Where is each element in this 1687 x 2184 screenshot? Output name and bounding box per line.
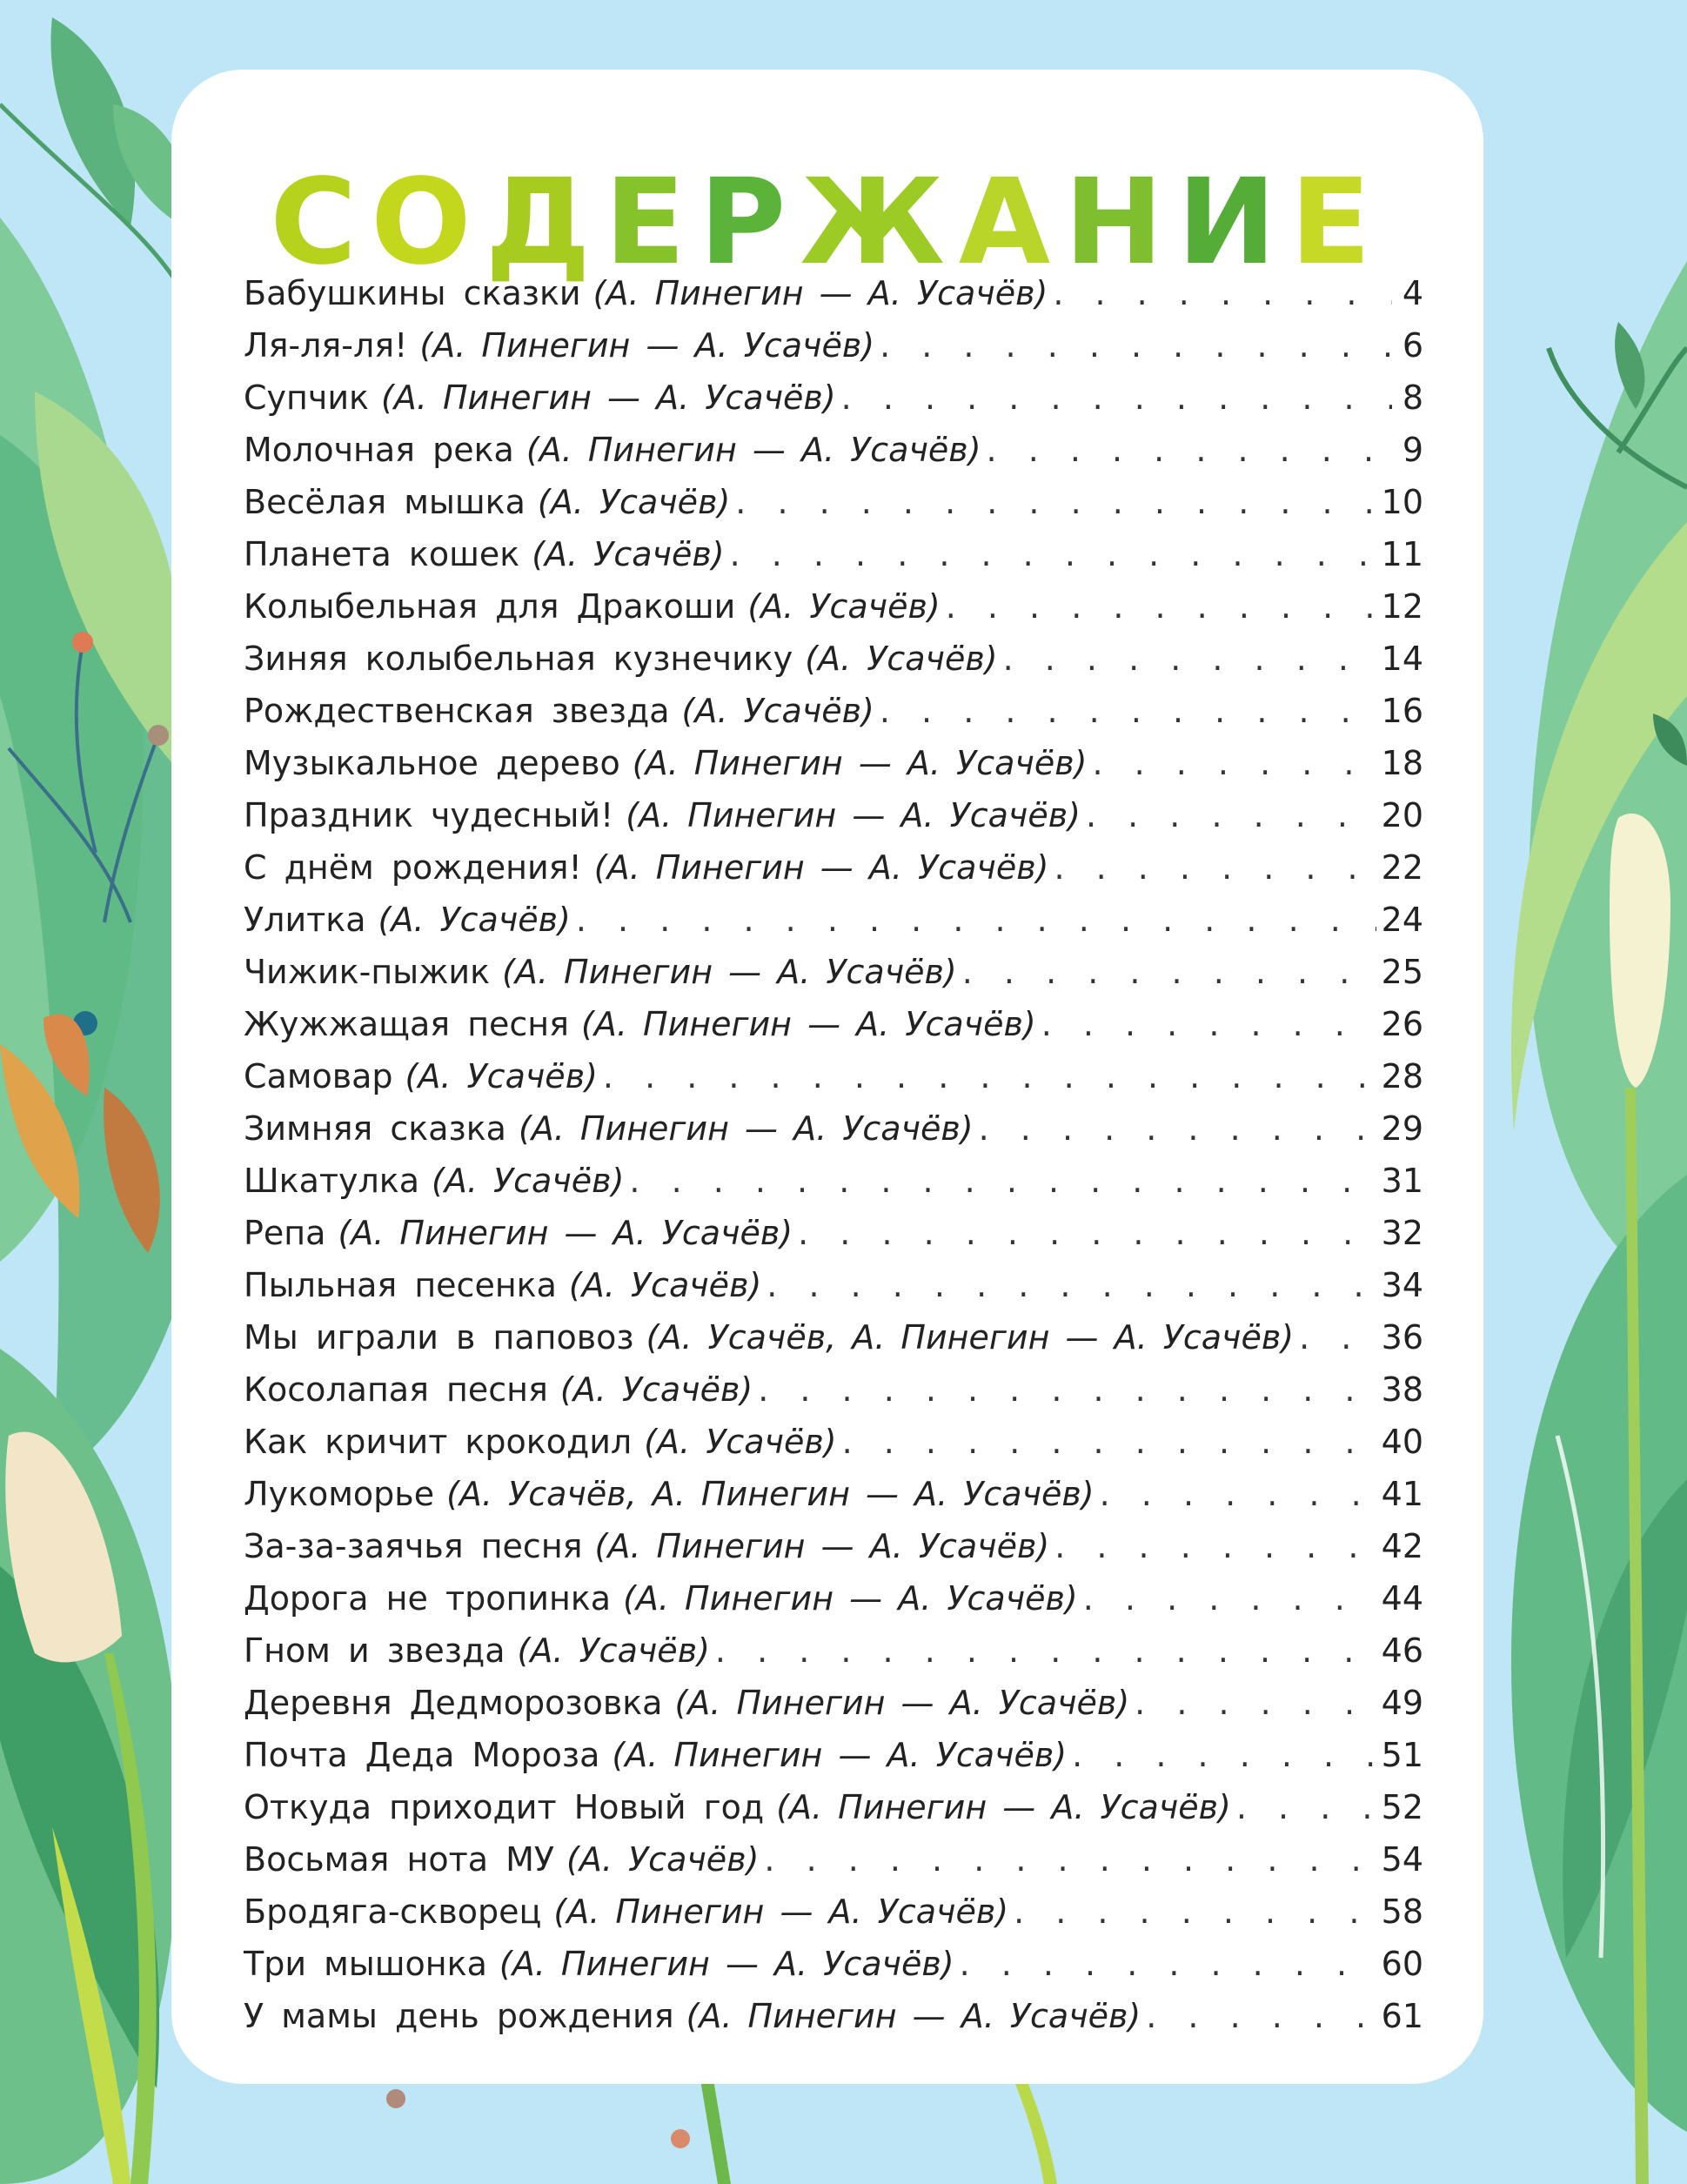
toc-entry-page: 18: [1381, 744, 1423, 782]
toc-entry-authors: (А. Пинегин — А. Усачёв): [380, 379, 836, 417]
title-letter: С: [270, 154, 372, 291]
dot-leader: [1014, 1893, 1376, 1931]
toc-entry-page: 4: [1402, 274, 1423, 312]
toc-entry-title: Как кричит крокодил: [244, 1423, 633, 1461]
toc-entry[interactable]: [244, 1423, 1423, 1475]
toc-entry-authors: (А. Пинегин — А. Усачёв): [594, 1527, 1050, 1565]
toc-entry[interactable]: [244, 1893, 1423, 1945]
toc-entry[interactable]: [244, 1945, 1423, 1997]
dot-leader: [1100, 1475, 1376, 1513]
title-letter: Е: [1289, 154, 1385, 291]
dot-leader: [960, 1945, 1376, 1983]
toc-entry-title: Лукоморье: [244, 1475, 435, 1513]
toc-entry-title: Восьмая нота МУ: [244, 1840, 555, 1879]
dot-leader: [1054, 848, 1376, 887]
dot-leader: [767, 1266, 1376, 1304]
toc-entry[interactable]: [244, 274, 1423, 326]
title-letter: Д: [485, 154, 605, 291]
toc-entry-page: 6: [1402, 326, 1423, 365]
toc-entry-title: Ля-ля-ля!: [244, 326, 408, 365]
toc-entry-title: Мы играли в паповоз: [244, 1318, 634, 1357]
berry-dot: [148, 725, 169, 746]
toc-entry-page: 11: [1381, 535, 1423, 573]
dot-leader: [962, 953, 1376, 991]
toc-entry-title: Музыкальное дерево: [244, 744, 620, 782]
toc-entry[interactable]: [244, 1109, 1423, 1162]
toc-entry[interactable]: [244, 379, 1423, 431]
toc-entry-authors: (А. Усачёв): [681, 692, 874, 730]
dot-leader: [1092, 744, 1376, 782]
toc-entry-title: С днём рождения!: [244, 848, 582, 887]
toc-entry[interactable]: [244, 1997, 1423, 2049]
toc-entry-authors: (А. Усачёв): [805, 640, 998, 678]
dot-leader: [842, 1423, 1376, 1461]
toc-entry-page: 60: [1381, 1945, 1423, 1983]
dot-leader: [603, 1057, 1376, 1095]
toc-entry-page: 25: [1381, 953, 1423, 991]
dot-leader: [576, 901, 1376, 939]
toc-entry[interactable]: [244, 744, 1423, 796]
toc-entry[interactable]: [244, 1736, 1423, 1788]
toc-entry-page: 44: [1381, 1579, 1423, 1618]
toc-entry-authors: (А. Пинегин — А. Усачёв): [592, 274, 1048, 312]
toc-entry-title: Супчик: [244, 379, 369, 417]
toc-entry-authors: (А. Пинегин — А. Усачёв): [581, 1005, 1036, 1043]
toc-entry[interactable]: [244, 1057, 1423, 1109]
toc-entry[interactable]: [244, 1631, 1423, 1684]
title-letter: А: [958, 154, 1065, 291]
toc-entry-page: 24: [1381, 901, 1423, 939]
toc-entry-page: 14: [1381, 640, 1423, 678]
toc-entry-page: 12: [1381, 587, 1423, 626]
berry-dot: [72, 632, 93, 653]
toc-entry-authors: (А. Усачёв, А. Пинегин — А. Усачёв): [446, 1475, 1095, 1513]
toc-entry-authors: (А. Усачёв): [566, 1840, 760, 1879]
toc-entry-authors: (А. Усачёв, А. Пинегин — А. Усачёв): [646, 1318, 1295, 1357]
title-letter: И: [1177, 154, 1290, 291]
toc-entry[interactable]: [244, 1579, 1423, 1631]
dot-leader: [1003, 640, 1376, 678]
toc-entry-page: 38: [1381, 1370, 1423, 1409]
toc-entry[interactable]: [244, 1788, 1423, 1840]
toc-entry[interactable]: [244, 1005, 1423, 1057]
toc-entry-title: За-за-заячья песня: [244, 1527, 583, 1565]
toc-entry-page: 49: [1381, 1684, 1423, 1722]
berry-dot: [386, 2089, 405, 2108]
dot-leader: [764, 1840, 1376, 1879]
leaf-shape: [1615, 322, 1644, 409]
dot-leader: [1083, 1579, 1376, 1618]
toc-entry-page: 34: [1381, 1266, 1423, 1304]
toc-entry-title: Колыбельная для Дракоши: [244, 587, 736, 626]
toc-entry-authors: (А. Пинегин — А. Усачёв): [674, 1684, 1130, 1722]
toc-entry[interactable]: [244, 953, 1423, 1005]
toc-entry-page: 61: [1381, 1997, 1423, 2035]
dot-leader: [880, 326, 1392, 365]
toc-entry-authors: (А. Пинегин — А. Усачёв): [518, 1109, 974, 1148]
toc-entry[interactable]: [244, 901, 1423, 953]
toc-entry[interactable]: [244, 1527, 1423, 1579]
toc-entry-page: 52: [1381, 1788, 1423, 1826]
toc-entry-title: Почта Деда Мороза: [244, 1736, 600, 1774]
toc-entry-authors: (А. Усачёв): [644, 1423, 837, 1461]
toc-entry[interactable]: [244, 587, 1423, 640]
title-letter: Е: [604, 154, 700, 291]
toc-entry[interactable]: [244, 483, 1423, 535]
toc-entry-authors: (А. Пинегин — А. Усачёв): [338, 1214, 793, 1252]
grass-blade: [700, 2080, 731, 2184]
toc-list: [244, 274, 1423, 2049]
toc-entry-title: Жужжащая песня: [244, 1005, 570, 1043]
toc-entry-page: 20: [1381, 796, 1423, 834]
berry-dot: [671, 2129, 690, 2148]
toc-entry-page: 42: [1381, 1527, 1423, 1565]
toc-entry-authors: (А. Пинегин — А. Усачёв): [593, 848, 1049, 887]
toc-entry-title: Праздник чудесный!: [244, 796, 614, 834]
toc-entry[interactable]: [244, 848, 1423, 901]
toc-entry-page: 16: [1381, 692, 1423, 730]
toc-entry-page: 29: [1381, 1109, 1423, 1148]
toc-entry-title: У мамы день рождения: [244, 1997, 674, 2035]
toc-entry-page: 28: [1381, 1057, 1423, 1095]
page-title: [171, 154, 1483, 291]
toc-entry[interactable]: [244, 692, 1423, 744]
toc-entry-title: Шкатулка: [244, 1162, 420, 1200]
toc-entry[interactable]: [244, 1266, 1423, 1318]
toc-entry-title: Деревня Дедморозовка: [244, 1684, 663, 1722]
toc-entry-title: Гном и звезда: [244, 1631, 505, 1670]
toc-entry-title: Улитка: [244, 901, 366, 939]
toc-entry-authors: (А. Пинегин — А. Усачёв): [499, 1945, 954, 1983]
toc-entry-page: 51: [1381, 1736, 1423, 1774]
toc-entry-title: Самовар: [244, 1057, 393, 1095]
toc-entry-authors: (А. Усачёв): [532, 535, 725, 573]
toc-entry-title: Зиняя колыбельная кузнечику: [244, 640, 793, 678]
toc-entry-authors: (А. Пинегин — А. Усачёв): [553, 1893, 1009, 1931]
toc-entry[interactable]: [244, 796, 1423, 848]
toc-entry-authors: (А. Усачёв): [405, 1057, 598, 1095]
toc-entry-page: 40: [1381, 1423, 1423, 1461]
toc-entry-title: Бабушкины сказки: [244, 274, 581, 312]
toc-entry-title: Рождественская звезда: [244, 692, 670, 730]
title-letter: Р: [699, 154, 800, 291]
toc-entry-authors: (А. Пинегин — А. Усачёв): [626, 796, 1081, 834]
dot-leader: [629, 1162, 1376, 1200]
contents-card: [171, 70, 1483, 2084]
toc-entry-title: Весёлая мышка: [244, 483, 526, 521]
toc-entry-authors: (А. Пинегин — А. Усачёв): [419, 326, 875, 365]
toc-entry-authors: (А. Пинегин — А. Усачёв): [502, 953, 957, 991]
toc-entry-authors: (А. Усачёв): [747, 587, 941, 626]
toc-entry-authors: (А. Усачёв): [517, 1631, 710, 1670]
dot-leader: [1086, 796, 1376, 834]
dot-leader: [1299, 1318, 1376, 1357]
toc-entry[interactable]: [244, 535, 1423, 587]
toc-entry-title: Три мышонка: [244, 1945, 487, 1983]
dot-leader: [1135, 1684, 1376, 1722]
toc-entry-title: Зимняя сказка: [244, 1109, 506, 1148]
toc-entry-authors: (А. Пинегин — А. Усачёв): [776, 1788, 1231, 1826]
dot-leader: [758, 1370, 1376, 1409]
toc-entry-page: 26: [1381, 1005, 1423, 1043]
toc-entry-authors: (А. Усачёв): [559, 1370, 753, 1409]
title-letter: Ж: [800, 154, 959, 291]
toc-entry[interactable]: [244, 1684, 1423, 1736]
toc-entry-title: Пыльная песенка: [244, 1266, 557, 1304]
toc-entry[interactable]: [244, 1370, 1423, 1423]
dot-leader: [735, 483, 1376, 521]
toc-entry-page: 9: [1402, 431, 1423, 469]
toc-entry-authors: (А. Пинегин — А. Усачёв): [526, 431, 981, 469]
dot-leader: [987, 431, 1392, 469]
toc-entry-authors: (А. Усачёв): [537, 483, 731, 521]
dot-leader: [841, 379, 1392, 417]
dot-leader: [1053, 274, 1392, 312]
toc-entry-title: Косолапая песня: [244, 1370, 548, 1409]
toc-entry[interactable]: [244, 431, 1423, 483]
toc-entry[interactable]: [244, 1318, 1423, 1370]
title-letter: О: [371, 154, 485, 291]
dot-leader: [979, 1109, 1376, 1148]
toc-entry-title: Молочная река: [244, 431, 514, 469]
dot-leader: [880, 692, 1376, 730]
toc-entry[interactable]: [244, 1162, 1423, 1214]
toc-entry-page: 54: [1381, 1840, 1423, 1879]
toc-entry[interactable]: [244, 1475, 1423, 1527]
toc-entry-page: 58: [1381, 1893, 1423, 1931]
dot-leader: [946, 587, 1376, 626]
toc-entry-page: 22: [1381, 848, 1423, 887]
title-letter: Н: [1064, 154, 1177, 291]
toc-entry-authors: (А. Усачёв): [568, 1266, 762, 1304]
toc-entry[interactable]: [244, 326, 1423, 379]
toc-entry-title: Откуда приходит Новый год: [244, 1788, 765, 1826]
dot-leader: [798, 1214, 1376, 1252]
dot-leader: [1041, 1005, 1376, 1043]
toc-entry-authors: (А. Пинегин — А. Усачёв): [632, 744, 1088, 782]
dot-leader: [1072, 1736, 1376, 1774]
dot-leader: [730, 535, 1376, 573]
toc-entry-page: 41: [1381, 1475, 1423, 1513]
grass-blade: [1014, 2080, 1057, 2184]
toc-entry-authors: (А. Пинегин — А. Усачёв): [686, 1997, 1141, 2035]
toc-entry[interactable]: [244, 1840, 1423, 1893]
toc-entry-title: Дорога не тропинка: [244, 1579, 612, 1618]
toc-entry-title: Репа: [244, 1214, 326, 1252]
dot-leader: [1146, 1997, 1376, 2035]
toc-entry-page: 46: [1381, 1631, 1423, 1670]
dot-leader: [1236, 1788, 1376, 1826]
toc-entry-authors: (А. Усачёв): [432, 1162, 625, 1200]
toc-entry[interactable]: [244, 640, 1423, 692]
dot-leader: [715, 1631, 1376, 1670]
toc-entry-page: 10: [1381, 483, 1423, 521]
toc-entry-title: Планета кошек: [244, 535, 520, 573]
toc-entry-title: Бродяга-скворец: [244, 1893, 542, 1931]
toc-entry-page: 32: [1381, 1214, 1423, 1252]
toc-entry[interactable]: [244, 1214, 1423, 1266]
toc-entry-page: 36: [1381, 1318, 1423, 1357]
toc-entry-page: 8: [1402, 379, 1423, 417]
toc-entry-authors: (А. Пинегин — А. Усачёв): [612, 1736, 1068, 1774]
toc-entry-authors: (А. Пинегин — А. Усачёв): [623, 1579, 1078, 1618]
dot-leader: [1054, 1527, 1376, 1565]
toc-entry-authors: (А. Усачёв): [378, 901, 571, 939]
toc-entry-title: Чижик-пыжик: [244, 953, 491, 991]
toc-entry-page: 31: [1381, 1162, 1423, 1200]
